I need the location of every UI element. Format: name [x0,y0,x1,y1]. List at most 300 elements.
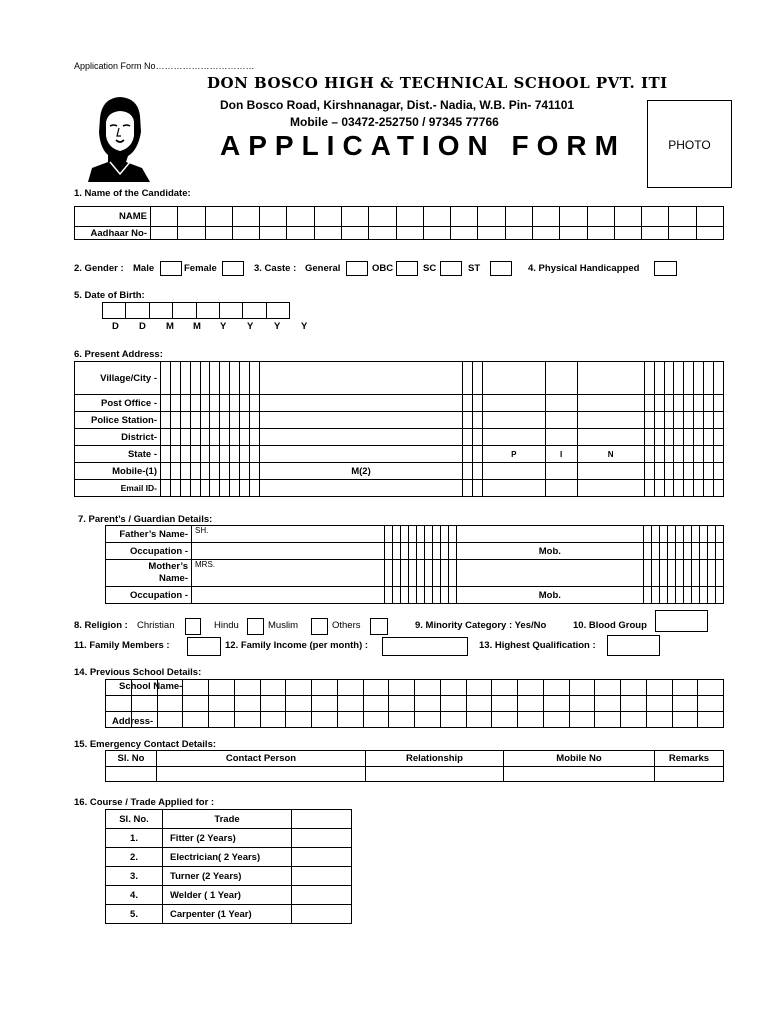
address-cell[interactable] [704,412,714,429]
school-cell[interactable] [209,680,235,696]
name-letter-cell[interactable] [151,207,178,227]
parent-cell[interactable] [643,526,651,543]
address-cell[interactable] [240,362,250,395]
parent-cell[interactable] [425,560,433,587]
address-cell[interactable] [713,429,723,446]
address-cell[interactable] [704,463,714,480]
address-cell[interactable] [472,395,482,412]
address-cell[interactable] [577,463,644,480]
name-letter-cell[interactable] [587,207,614,227]
address-cell[interactable] [684,412,694,429]
address-cell[interactable] [644,362,654,395]
address-cell[interactable] [482,480,545,497]
aadhaar-digit-cell[interactable] [505,227,532,240]
address-cell[interactable] [180,446,190,463]
trade-select-cell[interactable] [292,829,352,848]
address-cell[interactable] [161,429,171,446]
address-cell[interactable] [545,412,577,429]
aadhaar-digit-cell[interactable] [642,227,669,240]
address-cell[interactable] [463,446,473,463]
school-cell[interactable] [543,696,569,712]
school-cell[interactable] [440,680,466,696]
address-cell[interactable] [230,412,240,429]
parent-cell[interactable] [409,526,417,543]
address-cell[interactable] [545,395,577,412]
aadhaar-digit-cell[interactable] [314,227,341,240]
address-cell[interactable] [200,412,210,429]
parent-cell[interactable] [449,526,457,543]
parent-cell[interactable] [707,560,715,587]
address-cell[interactable] [654,463,664,480]
address-cell[interactable] [674,463,684,480]
aadhaar-digit-cell[interactable] [423,227,450,240]
parent-cell[interactable] [707,526,715,543]
parent-cell[interactable] [401,526,409,543]
address-cell[interactable] [674,362,684,395]
school-cell[interactable] [466,680,492,696]
aadhaar-digit-cell[interactable] [560,227,587,240]
school-cell[interactable] [698,680,724,696]
school-cell[interactable] [518,712,544,728]
address-cell[interactable] [463,412,473,429]
address-cell[interactable] [694,429,704,446]
address-cell[interactable] [220,480,230,497]
school-cell[interactable] [337,696,363,712]
parent-cell[interactable] [401,560,409,587]
school-cell[interactable] [209,696,235,712]
female-checkbox[interactable] [222,261,244,276]
address-cell[interactable] [654,480,664,497]
address-cell[interactable] [161,395,171,412]
parent-cell[interactable] [659,543,667,560]
school-cell[interactable] [183,680,209,696]
address-cell[interactable] [259,395,462,412]
address-cell[interactable] [644,429,654,446]
address-cell[interactable] [240,446,250,463]
school-cell[interactable] [466,696,492,712]
address-cell[interactable] [161,446,171,463]
parent-cell[interactable] [392,587,400,604]
address-cell[interactable] [250,362,260,395]
address-cell[interactable] [654,429,664,446]
parent-cell[interactable] [675,543,683,560]
parent-cell[interactable] [441,526,449,543]
address-cell[interactable] [200,446,210,463]
name-letter-cell[interactable] [696,207,723,227]
address-cell[interactable] [644,446,654,463]
parent-cell[interactable] [667,543,675,560]
address-cell[interactable] [210,395,220,412]
address-cell[interactable] [664,412,674,429]
school-cell[interactable] [569,696,595,712]
aadhaar-digit-cell[interactable] [341,227,368,240]
parent-cell[interactable] [449,560,457,587]
trade-select-cell[interactable] [292,905,352,924]
school-cell[interactable] [312,712,338,728]
parent-cell[interactable] [667,587,675,604]
address-cell[interactable] [704,480,714,497]
school-cell[interactable] [543,680,569,696]
parent-cell[interactable] [667,526,675,543]
address-cell[interactable] [545,429,577,446]
school-cell[interactable] [389,696,415,712]
aadhaar-digit-cell[interactable] [669,227,696,240]
address-cell[interactable] [259,429,462,446]
address-cell[interactable] [694,463,704,480]
school-cell[interactable] [440,696,466,712]
address-cell[interactable] [230,463,240,480]
address-cell[interactable] [170,429,180,446]
parent-cell[interactable] [651,587,659,604]
school-cell[interactable] [234,680,260,696]
parent-cell[interactable] [384,543,392,560]
address-cell[interactable] [674,395,684,412]
name-letter-cell[interactable] [287,207,314,227]
address-cell[interactable] [664,480,674,497]
address-cell[interactable] [694,395,704,412]
parent-cell[interactable] [651,560,659,587]
name-letter-cell[interactable] [260,207,287,227]
parent-cell[interactable] [433,543,441,560]
parent-cell[interactable] [192,587,385,604]
address-cell[interactable] [664,463,674,480]
parent-cell[interactable] [651,526,659,543]
address-cell[interactable] [654,412,664,429]
address-cell[interactable] [180,463,190,480]
school-cell[interactable] [363,712,389,728]
address-cell[interactable] [482,429,545,446]
highest-qualification-field[interactable] [607,635,660,656]
aadhaar-digit-cell[interactable] [696,227,723,240]
parent-cell[interactable] [401,543,409,560]
address-cell[interactable] [684,463,694,480]
aadhaar-digit-cell[interactable] [532,227,559,240]
parent-cell[interactable] [441,543,449,560]
address-cell[interactable] [472,412,482,429]
address-cell[interactable] [664,362,674,395]
address-cell[interactable] [654,395,664,412]
parent-cell[interactable] [417,526,425,543]
address-cell[interactable] [684,429,694,446]
school-cell[interactable] [183,696,209,712]
address-cell[interactable] [250,480,260,497]
parent-cell[interactable] [433,560,441,587]
aadhaar-digit-cell[interactable] [178,227,205,240]
school-cell[interactable] [621,696,647,712]
address-cell[interactable] [704,395,714,412]
address-cell[interactable] [644,480,654,497]
name-letter-cell[interactable] [669,207,696,227]
blood-group-field[interactable] [655,610,708,632]
school-cell[interactable] [157,712,183,728]
aadhaar-digit-cell[interactable] [260,227,287,240]
address-cell[interactable] [577,480,644,497]
parent-cell[interactable] [707,543,715,560]
address-cell[interactable] [170,463,180,480]
name-letter-cell[interactable] [178,207,205,227]
school-cell[interactable] [260,696,286,712]
address-cell[interactable] [463,362,473,395]
school-cell[interactable] [569,712,595,728]
aadhaar-digit-cell[interactable] [587,227,614,240]
parent-cell[interactable] [457,560,643,587]
parent-cell[interactable] [433,526,441,543]
address-cell[interactable] [463,480,473,497]
school-cell[interactable] [492,712,518,728]
school-cell[interactable] [312,680,338,696]
school-cell[interactable] [621,712,647,728]
address-cell[interactable] [230,429,240,446]
address-cell[interactable] [240,429,250,446]
address-cell[interactable] [713,480,723,497]
aadhaar-digit-cell[interactable] [396,227,423,240]
muslim-checkbox[interactable] [311,618,328,635]
address-cell[interactable] [210,480,220,497]
parent-cell[interactable] [449,587,457,604]
emergency-sl-no-cell[interactable] [106,767,157,782]
school-cell[interactable] [131,696,157,712]
school-cell[interactable] [286,680,312,696]
family-members-field[interactable] [187,637,221,656]
school-cell[interactable] [518,696,544,712]
school-cell[interactable] [337,712,363,728]
parent-cell[interactable] [691,560,699,587]
school-cell[interactable] [260,712,286,728]
name-letter-cell[interactable] [232,207,259,227]
parent-cell[interactable] [417,587,425,604]
address-cell[interactable] [577,429,644,446]
school-cell[interactable] [286,696,312,712]
parent-cell[interactable] [699,587,707,604]
school-cell[interactable] [595,680,621,696]
address-cell[interactable] [250,446,260,463]
address-cell[interactable] [190,446,200,463]
school-cell[interactable] [286,712,312,728]
sc-checkbox[interactable] [440,261,462,276]
parent-cell[interactable] [675,526,683,543]
aadhaar-digit-cell[interactable] [151,227,178,240]
school-cell[interactable] [337,680,363,696]
address-cell[interactable] [250,463,260,480]
address-cell[interactable] [674,480,684,497]
parent-cell[interactable] [707,587,715,604]
address-cell[interactable] [200,463,210,480]
address-cell[interactable] [161,412,171,429]
name-letter-cell[interactable] [478,207,505,227]
parent-cell[interactable] [643,587,651,604]
parent-cell[interactable] [699,526,707,543]
parent-cell[interactable] [715,543,723,560]
address-cell[interactable] [664,429,674,446]
address-cell[interactable] [545,362,577,395]
trade-select-cell[interactable] [292,886,352,905]
address-cell[interactable] [463,395,473,412]
school-cell[interactable] [363,680,389,696]
parent-cell[interactable] [683,587,691,604]
address-cell[interactable] [577,362,644,395]
general-checkbox[interactable] [346,261,368,276]
aadhaar-digit-cell[interactable] [614,227,641,240]
parent-cell[interactable] [659,560,667,587]
emergency-relationship-cell[interactable] [366,767,504,782]
address-cell[interactable] [220,362,230,395]
aadhaar-digit-cell[interactable] [287,227,314,240]
parent-cell[interactable] [643,543,651,560]
address-cell[interactable] [713,463,723,480]
parent-cell[interactable] [417,560,425,587]
school-cell[interactable] [363,696,389,712]
address-cell[interactable] [713,412,723,429]
school-cell[interactable] [698,696,724,712]
address-cell[interactable] [259,362,462,395]
others-checkbox[interactable] [370,618,388,635]
parent-cell[interactable] [643,560,651,587]
address-cell[interactable] [220,463,230,480]
parent-cell[interactable] [441,587,449,604]
aadhaar-digit-cell[interactable] [232,227,259,240]
school-cell[interactable] [646,696,672,712]
emergency-contact-person-cell[interactable] [157,767,366,782]
address-cell[interactable] [472,362,482,395]
address-cell[interactable] [190,395,200,412]
parent-cell[interactable] [675,560,683,587]
parent-cell[interactable] [425,543,433,560]
name-letter-cell[interactable] [560,207,587,227]
name-letter-cell[interactable] [396,207,423,227]
address-cell[interactable] [545,480,577,497]
address-cell[interactable] [210,463,220,480]
address-cell[interactable] [161,463,171,480]
address-cell[interactable] [654,362,664,395]
address-cell[interactable] [180,480,190,497]
address-cell[interactable] [250,412,260,429]
aadhaar-digit-cell[interactable] [478,227,505,240]
school-cell[interactable] [157,696,183,712]
address-cell[interactable] [713,446,723,463]
parent-cell[interactable] [699,560,707,587]
address-cell[interactable] [220,446,230,463]
name-letter-cell[interactable] [532,207,559,227]
parent-cell[interactable] [659,526,667,543]
address-cell[interactable] [180,395,190,412]
address-cell[interactable] [240,395,250,412]
parent-cell[interactable] [651,543,659,560]
hindu-checkbox[interactable] [247,618,264,635]
school-cell[interactable] [389,680,415,696]
address-cell[interactable] [704,429,714,446]
address-cell[interactable] [220,412,230,429]
school-cell[interactable] [106,696,132,712]
parent-cell[interactable] [425,526,433,543]
address-cell[interactable] [259,446,462,463]
address-cell[interactable] [654,446,664,463]
address-cell[interactable] [684,362,694,395]
address-cell[interactable] [644,463,654,480]
school-cell[interactable] [312,696,338,712]
address-cell[interactable] [694,480,704,497]
parent-cell[interactable] [691,543,699,560]
address-cell[interactable] [220,395,230,412]
parent-cell[interactable] [401,587,409,604]
parent-cell[interactable] [409,543,417,560]
male-checkbox[interactable] [160,261,182,276]
parent-cell[interactable] [715,587,723,604]
school-cell[interactable] [595,696,621,712]
emergency-mobile-cell[interactable] [504,767,655,782]
school-cell[interactable] [672,680,698,696]
address-cell[interactable] [200,429,210,446]
photo-box[interactable] [647,100,732,188]
parent-cell[interactable] [409,587,417,604]
parent-cell[interactable] [691,587,699,604]
address-cell[interactable] [674,446,684,463]
name-letter-cell[interactable] [505,207,532,227]
address-cell[interactable] [577,395,644,412]
address-cell[interactable] [674,429,684,446]
parent-cell[interactable] [715,560,723,587]
address-cell[interactable] [259,480,462,497]
parent-cell[interactable] [384,587,392,604]
parent-cell[interactable] [409,560,417,587]
parent-cell[interactable] [384,526,392,543]
address-cell[interactable] [684,446,694,463]
address-cell[interactable] [644,412,654,429]
address-cell[interactable] [704,446,714,463]
address-cell[interactable] [180,429,190,446]
address-cell[interactable] [472,429,482,446]
address-cell[interactable] [200,395,210,412]
school-cell[interactable] [440,712,466,728]
school-cell[interactable] [466,712,492,728]
school-cell[interactable] [234,696,260,712]
address-cell[interactable] [482,412,545,429]
address-cell[interactable] [694,446,704,463]
address-cell[interactable] [240,463,250,480]
aadhaar-digit-cell[interactable] [451,227,478,240]
address-cell[interactable] [210,362,220,395]
address-cell[interactable] [545,463,577,480]
address-cell[interactable] [190,362,200,395]
school-cell[interactable] [698,712,724,728]
parent-cell[interactable] [667,560,675,587]
address-cell[interactable] [250,429,260,446]
school-cell[interactable] [646,712,672,728]
school-cell[interactable] [595,712,621,728]
parent-cell[interactable] [392,543,400,560]
address-cell[interactable] [684,395,694,412]
address-cell[interactable] [482,395,545,412]
address-cell[interactable] [472,463,482,480]
address-cell[interactable] [230,395,240,412]
address-cell[interactable] [161,480,171,497]
school-cell[interactable] [131,680,157,696]
school-cell[interactable] [106,680,132,696]
address-cell[interactable] [200,480,210,497]
address-cell[interactable] [230,480,240,497]
address-cell[interactable] [694,412,704,429]
school-cell[interactable] [415,712,441,728]
family-income-field[interactable] [382,637,468,656]
address-cell[interactable] [190,463,200,480]
name-letter-cell[interactable] [451,207,478,227]
address-cell[interactable] [190,429,200,446]
physically-handicapped-checkbox[interactable] [654,261,677,276]
obc-checkbox[interactable] [396,261,418,276]
address-cell[interactable] [482,362,545,395]
school-cell[interactable] [183,712,209,728]
school-cell[interactable] [621,680,647,696]
parent-cell[interactable] [683,560,691,587]
